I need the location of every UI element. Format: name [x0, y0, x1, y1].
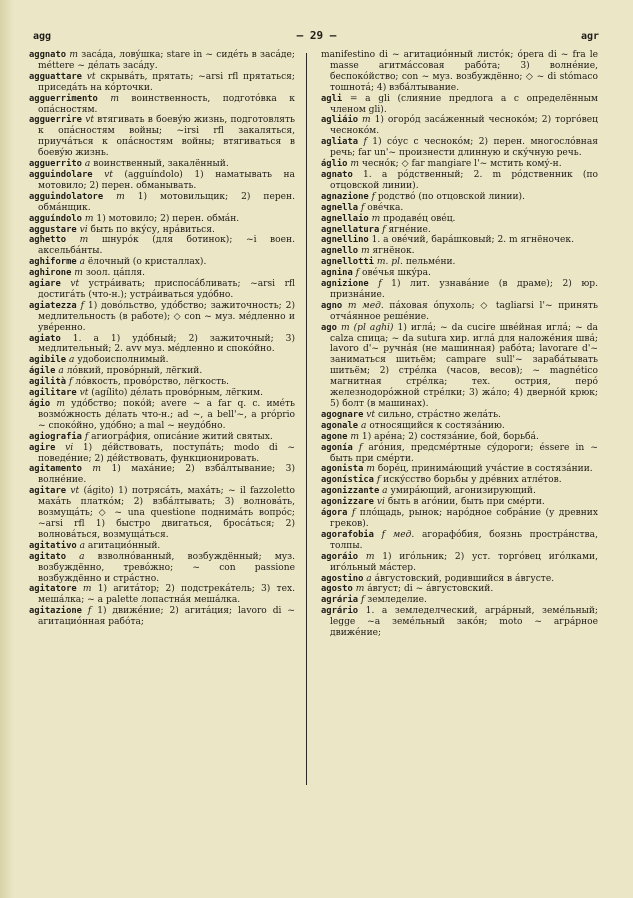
entry-definition: борéц, принимáющий учáстие в состязáнии.: [377, 464, 593, 475]
entry-grammar: m (pl aghi): [340, 322, 394, 333]
entry-grammar: f: [376, 475, 381, 486]
dictionary-entry: [321, 203, 598, 214]
entry-definition: шнурóк (для ботинок); ~i воен. аксельбáнты.: [38, 235, 295, 257]
entry-headword: agguíndolo: [29, 213, 82, 224]
entry-definition: засáда, ловýшка; stare in ~ сидéть в засáде; méttere ~ дéлать засáду.: [38, 50, 295, 71]
dictionary-entry: [29, 50, 295, 72]
entry-definition: 1) огорóд засáженный чеснокóм; 2) торгóвец чеснокóм.: [330, 115, 598, 137]
entry-headword: ágio: [29, 399, 51, 409]
entry-definition: áвгуст; di ~ áвгустовский.: [367, 584, 494, 595]
entry-headword: agostino: [321, 573, 364, 584]
entry-grammar: m: [74, 268, 83, 279]
entry-headword: agrário: [321, 606, 359, 617]
entry-definition: относящийся к состязáнию.: [369, 420, 505, 431]
entry-headword: agiografia: [29, 431, 82, 442]
entry-definition: ягнéние.: [388, 224, 431, 235]
dictionary-entry: [29, 257, 295, 268]
entry-definition: пáховая óпухоль; ◇ tagliarsi l'~ принять отчáянное решéние.: [330, 300, 598, 322]
entry-grammar: f: [378, 279, 382, 290]
dictionary-entry: [29, 355, 295, 366]
entry-headword: agitazione: [29, 606, 82, 617]
entry-headword: áglio: [321, 159, 348, 170]
dictionary-entry: [321, 595, 598, 606]
entry-headword: agire: [29, 442, 56, 453]
entry-grammar: f: [68, 377, 73, 388]
entry-grammar: vt: [104, 169, 113, 180]
entry-definition: 1) агитáтор; 2) подстрекáтель; 3) тех. мешáлка; ~ a palette лопастнáя мешáлка.: [38, 584, 295, 606]
entry-grammar: m: [362, 115, 371, 126]
dictionary-entry: [321, 606, 598, 639]
entry-definition: 1) мотовило; 2) перен. обмáн.: [96, 213, 240, 224]
entry-definition: агиогрáфия, описáние житий святых.: [91, 431, 273, 442]
entry-grammar: a: [79, 257, 85, 268]
entry-definition: 1) лит. узнавáние (в драме); 2) юр. признáние.: [330, 279, 598, 300]
dictionary-entry: [321, 235, 598, 246]
dictionary-entry: [29, 334, 295, 356]
entry-headword: ágora: [321, 508, 348, 519]
entry-headword: agnella: [321, 202, 359, 213]
entry-headword: agnazione: [321, 191, 369, 202]
entry-headword: agonizzante: [321, 486, 380, 497]
entry-headword: agnellino: [321, 235, 369, 246]
entry-definition: áвгустовский, родившийся в áвгусте.: [374, 573, 555, 584]
entry-definition: земледелие.: [367, 595, 427, 606]
entry-headword: ágile: [29, 366, 56, 377]
entry-definition: = a gli (слияние предлога a с определённым членом gli).: [330, 93, 598, 115]
entry-headword: agitato: [29, 551, 67, 562]
entry-grammar: vt: [86, 71, 96, 82]
entry-grammar: m: [360, 246, 370, 257]
entry-grammar: f: [84, 431, 89, 442]
entry-headword: agnellotti: [321, 257, 374, 268]
dictionary-entry: [321, 443, 598, 465]
dictionary-entry: [321, 137, 598, 159]
entry-grammar: a: [366, 573, 372, 584]
entry-headword: agilità: [29, 377, 67, 388]
entry-definition: 1. a земледелческий, агрáрный, земéльный; legge ~a земéльный закóн; moto ~ агрáрное движéние;: [330, 606, 598, 639]
entry-grammar: f: [351, 508, 356, 519]
entry-definition: воинственность, подготóвка к опáсностям.: [38, 93, 295, 115]
dictionary-entry: [321, 584, 598, 595]
entry-headword: agibile: [29, 355, 67, 366]
entry-definition: овéчка.: [367, 202, 404, 213]
dictionary-entry: [321, 225, 598, 236]
entry-headword: aghirone: [29, 268, 72, 279]
entry-grammar: vt: [70, 486, 80, 497]
entry-headword: agguindolare: [29, 169, 93, 180]
entry-headword: agoráio: [321, 551, 359, 562]
dictionary-entry: [29, 541, 295, 552]
dictionary-entry: [29, 584, 295, 606]
dictionary-entry: [321, 497, 598, 508]
dictionary-entry: [321, 279, 598, 301]
entry-grammar: m: [79, 235, 89, 246]
dictionary-entry: [321, 530, 598, 552]
entry-headword: agone: [321, 431, 348, 442]
entry-grammar: m: [56, 399, 65, 409]
entry-definition: втягивать в боевýю жизнь, подготовлять к опáсностям войны; ~irsi rfl закаляться, приучáться к опáсностям войны; втягиваться в боевýю жизнь.: [38, 115, 295, 159]
entry-grammar: m: [92, 464, 102, 475]
entry-headword: agnellatura: [321, 224, 380, 235]
dictionary-entry: [321, 323, 598, 410]
entry-grammar: f: [382, 224, 386, 235]
entry-grammar: m: [84, 213, 94, 224]
dictionary-entry: [29, 443, 295, 465]
entry-headword: agitamento: [29, 464, 82, 475]
column-divider: [306, 53, 307, 785]
dictionary-entry: [321, 421, 598, 432]
entry-grammar: f: [363, 137, 367, 148]
entry-grammar: a: [79, 540, 85, 551]
entry-grammar: m: [116, 191, 125, 202]
dictionary-entry: [29, 159, 295, 170]
entry-definition: 1. a овéчий, барáшковый; 2. m ягнёночек.: [371, 235, 575, 246]
entry-headword: agguerrimento: [29, 93, 98, 104]
entry-grammar: vi: [65, 442, 74, 453]
entry-definition: овéчья шкýра.: [361, 268, 431, 279]
dictionary-entry: [321, 508, 598, 530]
entry-grammar: a: [79, 551, 85, 562]
entry-headword: agitativo: [29, 540, 77, 551]
entry-grammar: m: [366, 464, 375, 475]
entry-headword: agnina: [321, 268, 353, 279]
entry-definition: быть по вкýсу, нрáвиться.: [90, 224, 215, 235]
entry-definition: сильно, стрáстно желáть.: [377, 409, 501, 420]
page-edge-shadow: [0, 0, 14, 898]
entry-grammar: m: [350, 431, 360, 442]
dictionary-entry: [321, 257, 598, 268]
entry-definition: агитациóнный.: [87, 540, 161, 551]
dictionary-entry: [29, 464, 295, 486]
entry-headword: agonística: [321, 475, 374, 486]
entry-grammar: m: [82, 584, 92, 595]
dictionary-entry: [29, 388, 295, 399]
dictionary-entry: [29, 432, 295, 443]
entry-definition: 1) дéйствовать, поступáть; modo di ~ поведéние; 2) дéйствовать, функционировать.: [38, 442, 295, 464]
entry-headword: agnello: [321, 246, 359, 257]
entry-definition: удобоисполнимый.: [77, 355, 169, 366]
entry-definition: воинственный, закалённый.: [93, 159, 229, 170]
entry-headword: agnellaio: [321, 213, 369, 224]
entry-definition: 1) махáние; 2) взбáлтывание; 3) волнéние.: [38, 464, 295, 486]
entry-definition: 1) игóльник; 2) уст. торгóвец игóлками, игóльный мáстер.: [330, 551, 598, 573]
entry-headword: agonista: [321, 464, 364, 475]
entry-grammar: a: [360, 420, 367, 431]
entry-grammar: a: [84, 159, 91, 170]
dictionary-entry: [321, 552, 598, 574]
right-column: [321, 50, 598, 639]
entry-grammar: m: [371, 213, 381, 224]
dictionary-entry: [29, 72, 295, 94]
dictionary-entry: [29, 115, 295, 159]
dictionary-entry: [29, 170, 295, 192]
entry-grammar: vi: [79, 224, 88, 235]
entry-grammar: a: [58, 366, 64, 377]
entry-definition: 1) довóльство, удóбство; зажиточность; 2) медлительность (в работе); ◇ con ~ муз. мéдленно и увéренно.: [38, 300, 295, 333]
entry-definition: (ágito) 1) потрясáть, махáть; ~ il fazzoletto махáть платкóм; 2) взбáлтывать; 3) волновáть, возмущáть; ◇ ~ una questione поднимáть вопрóс; ~arsi rfl 1) быстро двигаться, бросáться; 2) волновáться, возмущáться.: [38, 486, 295, 540]
entry-headword: agonale: [321, 420, 359, 431]
entry-grammar: vt: [79, 388, 89, 399]
entry-headword: agrária: [321, 595, 359, 606]
entry-definition: 1) арéна; 2) состязáние, бой, борьбá.: [361, 431, 539, 442]
entry-definition: зоол. цáпля.: [85, 268, 146, 279]
dictionary-entry: [29, 235, 295, 257]
dictionary-entry: [29, 214, 295, 225]
dictionary-entry: [29, 606, 295, 628]
dictionary-entry: [29, 225, 295, 236]
entry-grammar: vt: [70, 279, 80, 290]
dictionary-entry: [321, 50, 598, 94]
entry-grammar: vi: [376, 497, 385, 508]
dictionary-entry: [321, 486, 598, 497]
entry-headword: agognare: [321, 409, 364, 420]
entry-definition: взволнóванный, возбуждённый; муз. возбуждённо, тревóжно; ~ con passione возбуждённо и стрáстно.: [38, 551, 295, 584]
dictionary-entry: [321, 464, 598, 475]
entry-definition: (agguíndolo) 1) наматывать на мотовило; 2) перен. обманывать.: [38, 169, 295, 191]
entry-definition: 1) мотовильщик; 2) перен. обмáнщик.: [38, 191, 295, 213]
dictionary-entry: [321, 475, 598, 486]
entry-grammar: a: [382, 486, 388, 497]
entry-grammar: f: [80, 300, 84, 311]
entry-grammar: m: [110, 93, 119, 104]
entry-headword: agonía: [321, 442, 353, 453]
entry-headword: agorafobia: [321, 529, 374, 540]
running-head-right: agr: [580, 31, 599, 42]
entry-headword: agosto: [321, 584, 353, 595]
dictionary-entry: [29, 366, 295, 377]
entry-headword: agnizione: [321, 279, 369, 290]
entry-definition: плóщадь, рынок; нарóдное собрáние (у древних греков).: [330, 508, 598, 529]
entry-headword: agguattare: [29, 71, 82, 82]
entry-headword: agonizzare: [321, 497, 374, 508]
entry-definition: ёлочный (о кристаллах).: [87, 257, 207, 268]
entry-headword: aggnato: [29, 50, 67, 60]
entry-definition: искýсство борьбы у дрéвних атлéтов.: [383, 475, 562, 486]
dictionary-entry: [321, 192, 598, 203]
dictionary-entry: [321, 574, 598, 585]
entry-definition: продавéц овéц.: [383, 213, 456, 224]
entry-grammar: m: [350, 159, 360, 170]
running-head-left: agg: [33, 31, 52, 42]
dictionary-entry: [321, 170, 598, 192]
dictionary-entry: [29, 279, 295, 301]
entry-grammar: f: [87, 606, 92, 617]
entry-grammar: m: [69, 50, 78, 60]
dictionary-entry: [29, 552, 295, 585]
dictionary-entry: [29, 268, 295, 279]
entry-headword: agitatore: [29, 584, 77, 595]
dictionary-entry: [321, 301, 598, 323]
dictionary-entry: [29, 377, 295, 388]
entry-definition: 1) иглá; ~ da cucire швéйная иглá; ~ da calza спица; ~ da sutura хир. иглá для наложéния швá; lavoro d'~ ручнáя (не машинная) рабóта; lavorare d'~ заниматься шитьём; campare sull'~ зарабáтывать шитьём; 2) стрéлка (часов, весов); ~ magnético магнитная стрéлка; тех. острия, перó железнодорóжной стрéлки; 3) жáло; 4) двернóй крюк; 5) болт (в машинах).: [330, 322, 598, 409]
entry-definition: удóбство; покóй; avere ~ a far q. c. имéть возмóжность дéлать что-н.; ad ~, a bell'~, a próprio ~ спокóйно, удóбно; a mal ~ неудóбно.: [38, 399, 295, 431]
entry-grammar: a: [68, 355, 75, 366]
entry-definition: агóния, предсмéртные сýдороги; éssere in ~ быть при смéрти.: [330, 442, 598, 464]
entry-headword: agiato: [29, 333, 61, 344]
entry-definition: (agílito) дéлать провóрным, лёгким.: [91, 388, 263, 399]
entry-headword: aggustare: [29, 224, 77, 235]
entry-grammar: m: [355, 584, 365, 595]
dictionary-entry: [29, 399, 295, 432]
entry-headword: ago: [321, 322, 337, 333]
entry-grammar: f: [360, 202, 365, 213]
entry-definition: 1. a 1) удóбный; 2) зажиточный; 3) медлительный; 2. avv муз. мéдленно и спокóйно.: [38, 333, 295, 355]
entry-definition: устрáивать; приспосáбливать; ~arsi rfl достигáть (что-н.); устрáиваться удóбно.: [38, 279, 295, 300]
entry-headword: agli: [321, 93, 343, 104]
entry-headword: agguerrire: [29, 115, 82, 126]
entry-grammar: vt: [366, 409, 376, 420]
entry-grammar: vt: [85, 115, 95, 126]
dictionary-entry: [29, 486, 295, 541]
entry-headword: agilitare: [29, 388, 77, 399]
dictionary-entry: [321, 94, 598, 116]
dictionary-entry: [321, 159, 598, 170]
entry-definition: лóвкий, провóрный, лёгкий.: [66, 366, 203, 377]
entry-headword: agiatezza: [29, 300, 77, 311]
entry-definition: пельмéни.: [405, 257, 456, 268]
entry-definition: родствó (по отцовской линии).: [377, 191, 525, 202]
entry-grammar: f: [360, 595, 365, 606]
dictionary-entry: [321, 246, 598, 257]
dictionary-entry: [321, 410, 598, 421]
entry-grammar: f: [355, 268, 360, 279]
entry-headword: agiare: [29, 279, 61, 290]
entry-definition: чеснóк; ◇ far mangiare l'~ мстить комý-н.: [361, 159, 562, 170]
dictionary-entry: [29, 301, 295, 334]
entry-headword: aghetto: [29, 235, 67, 246]
entry-headword: agitare: [29, 486, 67, 497]
entry-headword: agno: [321, 300, 343, 311]
entry-grammar: m: [365, 551, 375, 562]
left-column: [29, 50, 295, 628]
entry-headword: agguerrito: [29, 159, 82, 170]
dictionary-entry: [321, 214, 598, 225]
entry-grammar: f: [358, 442, 363, 453]
dictionary-entry: [321, 432, 598, 443]
dictionary-entry: [321, 115, 598, 137]
entry-headword: aghiforme: [29, 257, 77, 268]
entry-definition: лóвкость, провóрство, лёгкость.: [75, 377, 229, 388]
dictionary-entry: [29, 192, 295, 214]
dictionary-entry: [29, 94, 295, 116]
entry-definition: manifestino di ~ агитациóнный листóк; ópera di ~ fra le masse агитмáссовая рабóта; 3) волнéние, беспокóйство; con ~ муз. возбуждённо; ◇ ~ di stómaco тошнотá; 4) взбáлтывание.: [321, 50, 598, 93]
entry-headword: agliáio: [321, 115, 359, 126]
entry-grammar: f мед.: [381, 529, 415, 540]
entry-definition: 1) движéние; 2) агитáция; lavoro di ~ агитациóнная рабóта;: [38, 606, 295, 628]
entry-headword: agnato: [321, 169, 353, 180]
entry-grammar: m. pl.: [376, 257, 403, 268]
entry-definition: ягнёнок.: [372, 246, 415, 257]
entry-definition: быть в агóнии, быть при смéрти.: [387, 497, 545, 508]
dictionary-entry: [321, 268, 598, 279]
entry-headword: agliata: [321, 137, 359, 148]
entry-definition: умирáющий, агонизирующий.: [390, 486, 536, 497]
entry-definition: агорафóбия, боязнь прострáнства, толпы.: [330, 529, 598, 551]
page-number: — 29 —: [296, 29, 337, 42]
entry-grammar: m мед.: [347, 300, 384, 311]
entry-headword: agguindolatore: [29, 191, 104, 202]
entry-definition: 1. a рóдственный; 2. m рóдственник (по отцовской линии).: [330, 169, 598, 191]
entry-definition: 1) сóус с чеснокóм; 2) перен. многослóвная речь; far un'~ произнести длинную и скýчную речь.: [330, 137, 598, 159]
entry-grammar: f: [371, 191, 375, 202]
entry-definition: скрывáть, прятать; ~arsi rfl прятаться; приседáть на кóрточки.: [38, 71, 295, 93]
